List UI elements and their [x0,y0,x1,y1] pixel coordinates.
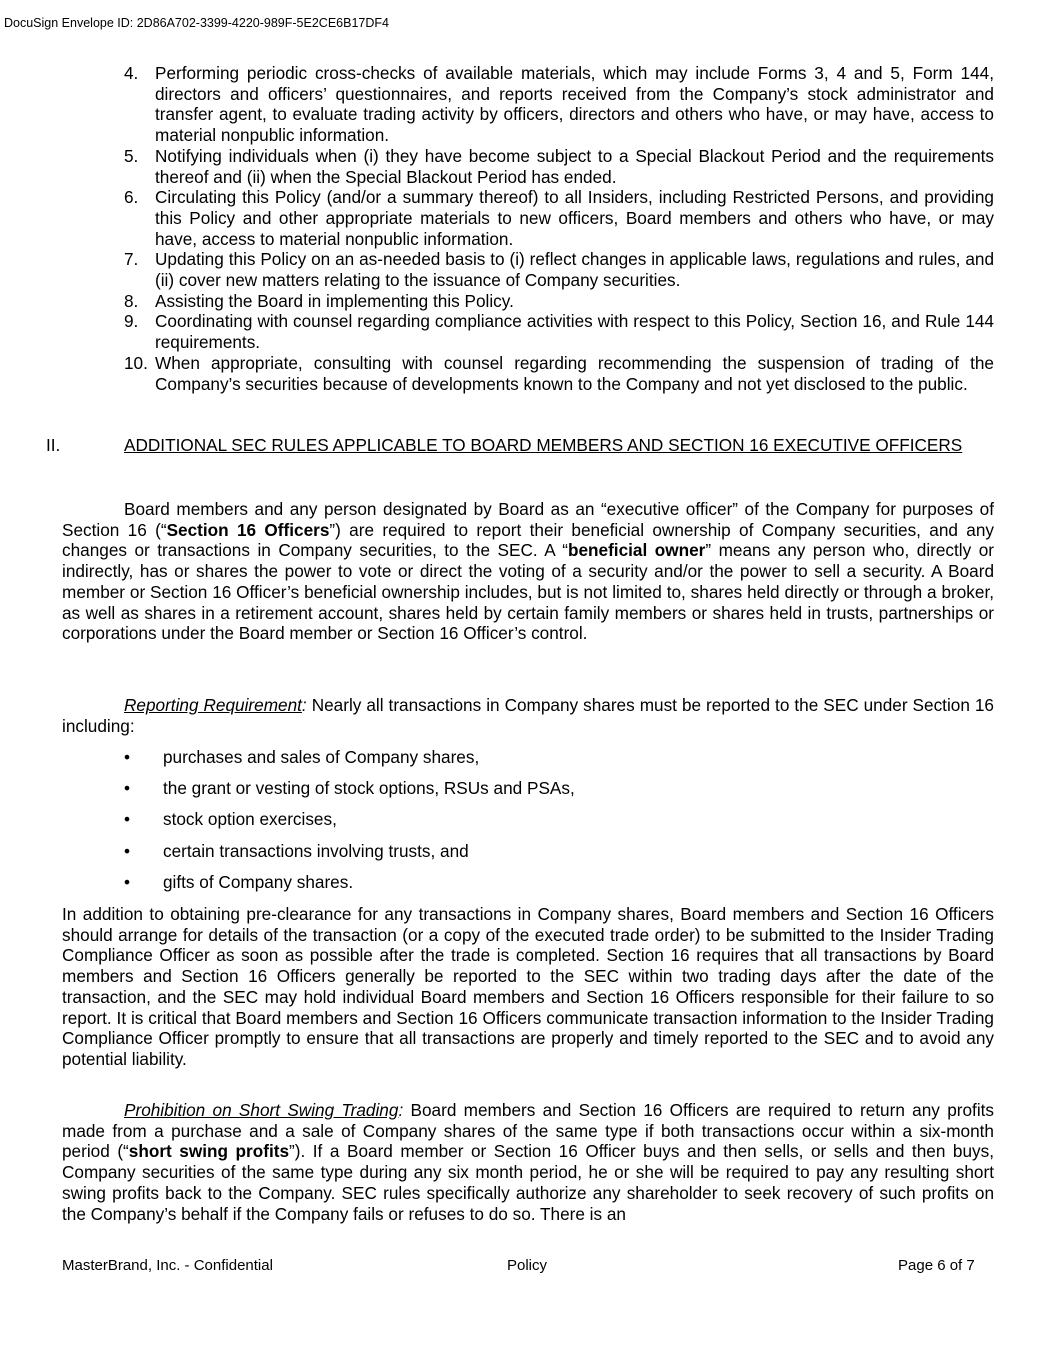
bullet-icon: • [124,778,131,799]
short-swing-paragraph: Prohibition on Short Swing Trading: Board members and Section 16 Officers are required to return any profits made from a purchase and a sale of Company shares of the same type if both transactions occur within a six-month period (“short swing profits”). If a Board member or Section 16 Officer buys and then sells, or sells and then buys, Company securities of the same type during any six month period, he or she will be required to pay any resulting short swing profits back to the Company. SEC rules specifically authorize any shareholder to seek recovery of such profits on the Company’s behalf if the Company fails or refuses to do so. There is an [62,1100,995,1224]
defined-term: beneficial owner [567,540,706,561]
paragraph-lead: Reporting Requirement [124,695,302,715]
list-item: 9. Coordinating with counsel regarding compliance activities with respect to this Policy, Section 16, and Rule 144 requirements. [124,311,994,353]
pre-clearance-paragraph: In addition to obtaining pre-clearance for any transactions in Company shares, Board members and Section 16 Officers should arrange for details of the transaction (or a copy of the executed trade order) to be submitted to the Insider Trading Compliance Officer as soon as possible after the trade is completed. Section 16 requires that all transactions by Board members and Section 16 Officers generally be reported to the SEC within two trading days after the date of the transaction, and the SEC may hold individual Board members and Section 16 Officers responsible for their failure to so report. It is critical that Board members and Section 16 Officers communicate transaction information to the Insider Trading Compliance Officer promptly to ensure that all transactions are properly and timely reported to the SEC and to avoid any potential liability. [62,904,994,1069]
list-item: 6. Circulating this Policy (and/or a summary thereof) to all Insiders, including Restricted Persons, and providing this Policy and other appropriate materials to new officers, Board members and others who have, or may have, access to material nonpublic information. [124,187,994,249]
footer-title: Policy [507,1257,548,1274]
numbered-list [124,63,994,394]
footer-company: MasterBrand, Inc. - Confidential [62,1257,273,1274]
list-item: 8. Assisting the Board in implementing this Policy. [124,290,514,311]
section-title: ADDITIONAL SEC RULES APPLICABLE TO BOARD MEMBERS AND SECTION 16 EXECUTIVE OFFICERS [124,435,963,455]
beneficial-ownership-paragraph: Board members and any person designated by Board as an “executive officer” of the Company for purposes of Section 16 (“Section 16 Officers”) are required to report their beneficial ownership of Company securities, and any changes or transactions in Company securities, to the SEC. A “beneficial owner” means any person who, directly or indirectly, has or shares the power to vote or direct the voting of a security and/or the power to sell a security. A Board member or Section 16 Officer’s beneficial ownership includes, but is not limited to, shares held directly or through a broker, as well as shares in a retirement account, shares held by certain family members or shares held in trusts, partnerships or corporations under the Board member or Section 16 Officer’s control. [62,499,995,644]
bullet-icon: • [124,809,131,830]
paragraph-lead: Prohibition on Short Swing Trading [124,1100,399,1120]
defined-term: short swing profits [128,1141,290,1162]
footer-page-number: Page 6 of 7 [898,1257,975,1274]
bullet-list [124,747,575,903]
section-heading [46,435,994,456]
bullet-icon: • [124,871,131,892]
section-number: II. [46,435,61,455]
defined-term: Section 16 Officers [166,519,330,540]
docusign-envelope-id: DocuSign Envelope ID: 2D86A702-3399-4220-989F-5E2CE6B17DF4 [4,16,389,30]
list-item: • gifts of Company shares. [124,871,354,892]
list-item: • certain transactions involving trusts, and [124,840,469,861]
reporting-requirement-paragraph: Reporting Requirement: Nearly all transactions in Company shares must be reported to the SEC under Section 16 including: [62,695,994,736]
list-item: • purchases and sales of Company shares, [124,747,480,767]
bullet-icon: • [124,840,131,861]
list-item: • stock option exercises, [124,809,337,830]
bullet-icon: • [124,747,131,767]
list-item: 7. Updating this Policy on an as-needed basis to (i) reflect changes in applicable laws, regulations and rules, and (ii) cover new matters relating to the issuance of Company securities. [124,249,994,291]
list-item: • the grant or vesting of stock options, RSUs and PSAs, [124,778,575,799]
list-item: 4. Performing periodic cross-checks of available materials, which may include Forms 3, 4 and 5, Form 144, directors and officers’ questionnaires, and reports received from the Company’s stock administrator and transfer agent, to evaluate trading activity by officers, directors and others who have, or may have, access to material nonpublic information. [124,63,994,146]
list-item: 5. Notifying individuals when (i) they have become subject to a Special Blackout Period and the requirements thereof and (ii) when the Special Blackout Period has ended. [124,145,994,187]
list-item: 10. When appropriate, consulting with counsel regarding recommending the suspension of trading of the Company’s securities because of developments known to the Company and not yet disclosed to the public. [124,352,994,394]
